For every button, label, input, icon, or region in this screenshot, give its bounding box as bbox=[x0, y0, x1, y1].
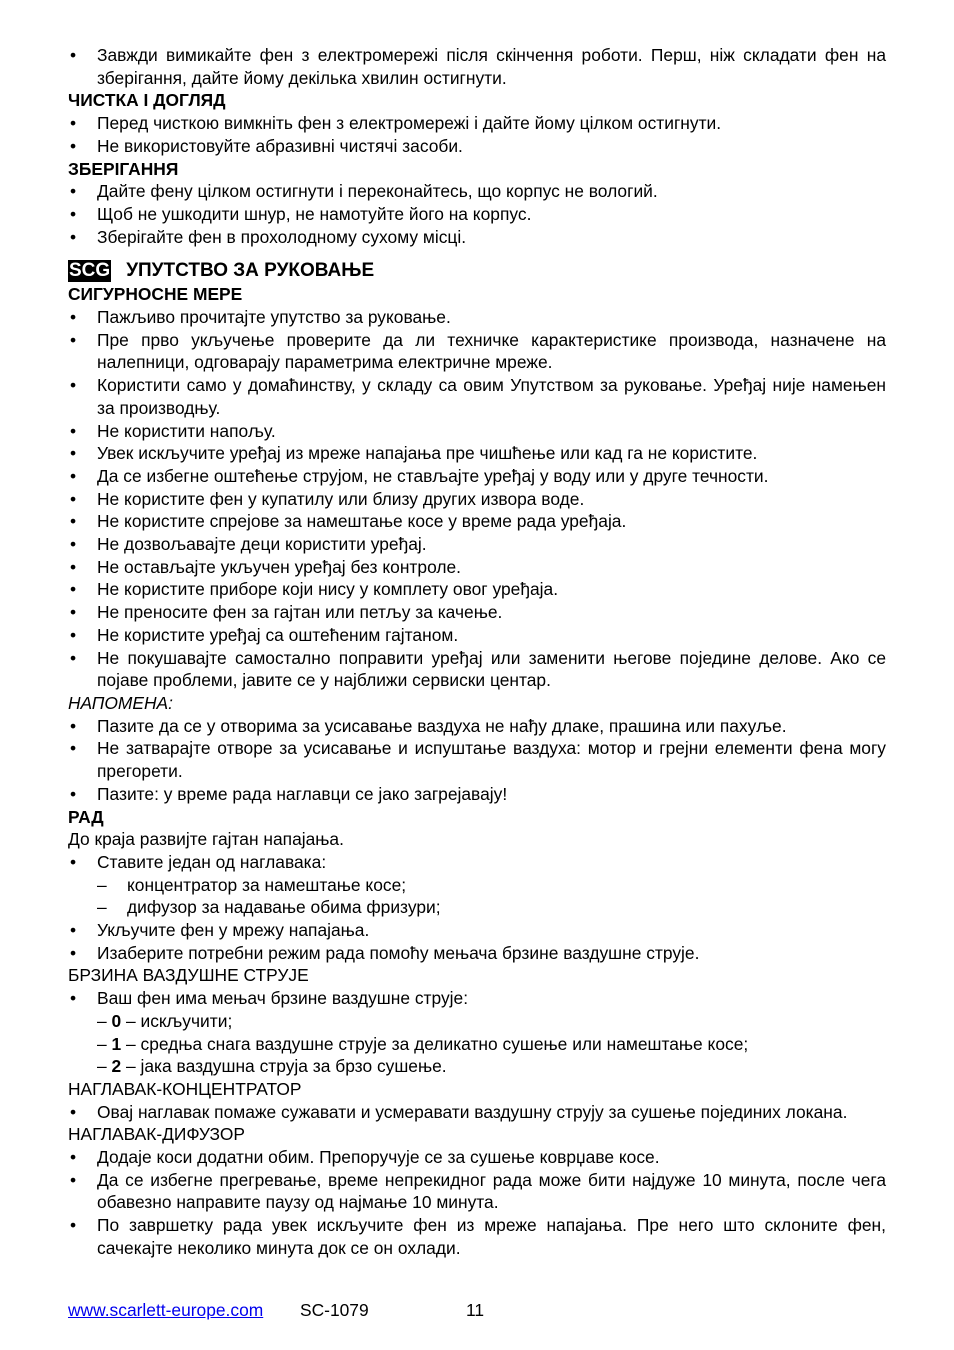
section-heading: СИГУРНОСНЕ МЕРЕ bbox=[68, 284, 243, 305]
subheading: НАГЛАВАК-КОНЦЕНТРАТОР bbox=[68, 1078, 302, 1099]
page-number: 11 bbox=[466, 1300, 485, 1320]
list-item: • Овај наглавак помаже сужавати и усмеравати ваздушну струју за сушење појединих локана. bbox=[70, 1101, 848, 1122]
language-section-title bbox=[68, 258, 886, 283]
list-item: • Дайте фену цілком остигнути і переконайтесь, що корпус не вологий. bbox=[70, 181, 658, 202]
list-item: • Не користити напољу. bbox=[70, 420, 276, 441]
list-item: • Пазите да се у отворима за усисавање ваздуха не нађу длаке, прашина или пахуље. bbox=[70, 715, 787, 736]
list-item: • Не дозвољавајте деци користити уређај. bbox=[70, 534, 427, 555]
list-item: • Изаберите потребни режим рада помоћу мењача брзине ваздушне струје. bbox=[70, 942, 700, 963]
section-heading: РАД bbox=[68, 806, 104, 827]
page-title: УПУТСТВО ЗА РУКОВАЊЕ bbox=[126, 260, 375, 282]
list-item: • Ваш фен има мењач брзине ваздушне струје: bbox=[70, 988, 469, 1009]
section-heading: ЧИСТКА І ДОГЛЯД bbox=[68, 90, 226, 111]
list-item: • Завжди вимикайте фен з електромережі після скінчення роботи. Перш, ніж складати фен на зберігання, дайте йому декілька хвилин остигнути. bbox=[70, 45, 886, 88]
list-item: • Не затварајте отворе за усисавање и испуштање ваздуха: мотор и грејни елементи фена могу прегорети. bbox=[70, 738, 886, 782]
page-content bbox=[68, 44, 886, 1260]
list-item: • По завршетку рада увек искључите фен из мреже напајања. Пре него што склоните фен, сачекајте неколико минута док се он охлади. bbox=[70, 1215, 886, 1258]
list-item: • Не преносите фен за гајтан или петљу за качење. bbox=[70, 602, 503, 623]
list-item: • Увек искључите уређај из мреже напајања пре чишћење или кад га не користите. bbox=[70, 443, 758, 464]
list-item: • Не остављајте укључен уређај без контроле. bbox=[70, 556, 462, 577]
safety-list bbox=[68, 306, 886, 692]
list-item: • Да се избегне прегревање, време непрекидног рада може бити најдуже 10 минута, после чега обавезно направите паузу од најмање 10 минута. bbox=[70, 1169, 886, 1213]
list-item: • Не покушавајте самостално поправити уређај или заменити његове поједине делове. Ако се појаве проблеми, јавите се у најближи сервиски центар. bbox=[70, 647, 886, 691]
language-badge: SCG bbox=[69, 259, 111, 281]
website-link[interactable]: www.scarlett-europe.com bbox=[68, 1300, 264, 1320]
list-item: • Не користите уређај са оштећеним гајтаном. bbox=[70, 624, 459, 645]
list-item: • Не користите приборе који нису у комплету овог уређаја. bbox=[70, 579, 559, 600]
list-item: • Пазите: у време рада наглавци се јако загрејавају! bbox=[70, 783, 508, 804]
model-number: SC-1079 bbox=[300, 1300, 369, 1320]
list-item: • Ставите један од наглавака: bbox=[70, 851, 327, 872]
list-item: • Да се избегне оштећење струјом, не стављајте уређај у воду или у друге течности. bbox=[70, 465, 769, 486]
list-item: • Укључите фен у мрежу напајања. bbox=[70, 920, 370, 941]
list-item: • Не користите спрејове за намештање косе у време рада уређаја. bbox=[70, 511, 627, 532]
speed-item: – 1 – средња снага ваздушне струје за деликатно сушење или намештање косе; bbox=[97, 1033, 749, 1054]
dash-item: – концентратор за намештање косе; bbox=[97, 874, 407, 895]
list-item: • Не користите фен у купатилу или близу других извора воде. bbox=[70, 488, 585, 509]
dash-item: – дифузор за надавање обима фризури; bbox=[97, 897, 441, 918]
page-footer bbox=[68, 1299, 485, 1321]
subheading: НАГЛАВАК-ДИФУЗОР bbox=[68, 1124, 245, 1145]
list-item: • Додаје коси додатни обим. Препоручује се за сушење коврџаве косе. bbox=[70, 1147, 660, 1168]
list-item: • Користити само у домаћинству, у складу са овим Упутством за руковање. Уређај није намењен за производњу. bbox=[70, 375, 886, 418]
list-item: • Пре прво укључење проверите да ли техничке карактеристике производа, назначене на налепници, одговарају параметрима електричне мреже. bbox=[70, 329, 886, 373]
list-item: • Щоб не ушкодити шнур, не намотуйте його на корпус. bbox=[70, 203, 532, 224]
list-item: • Зберігайте фен в прохолодному сухому місці. bbox=[70, 226, 467, 247]
paragraph: До краја развијте гајтан напајања. bbox=[68, 829, 344, 850]
speed-item: – 0 – искључити; bbox=[97, 1010, 233, 1031]
section-heading: ЗБЕРІГАННЯ bbox=[68, 158, 179, 179]
note-label: НАПОМЕНА: bbox=[68, 692, 173, 713]
list-item: • Пажљиво прочитајте упутство за руковање. bbox=[70, 307, 451, 328]
subheading: БРЗИНА ВАЗДУШНЕ СТРУЈЕ bbox=[68, 965, 309, 986]
speed-item: – 2 – јака ваздушна струја за брзо сушење. bbox=[97, 1056, 447, 1077]
list-item: • Не використовуйте абразивні чистячі засоби. bbox=[70, 135, 463, 156]
list-item: • Перед чисткою вимкніть фен з електромережі і дайте йому цілком остигнути. bbox=[70, 113, 722, 134]
